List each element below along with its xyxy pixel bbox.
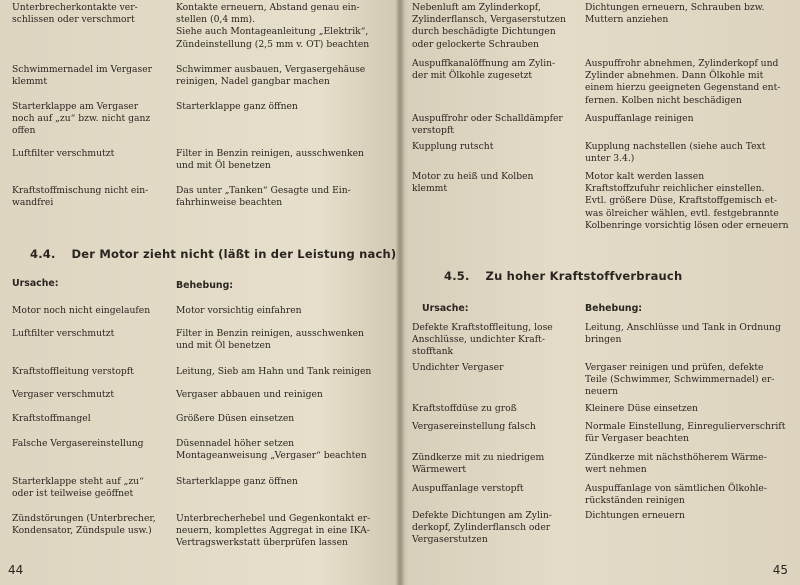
cause-text: Kraftstoffdüse zu groß	[412, 403, 517, 414]
column-header-cause: Ursache:	[422, 303, 469, 314]
section-title: Zu hoher Kraftstoffverbrauch	[485, 269, 683, 283]
remedy-text: Starterklappe ganz öffnen	[176, 476, 298, 487]
cause-text: Zündstörungen (Unterbrecher, Kondensator, Zündspule usw.)	[12, 513, 156, 537]
section-heading	[444, 269, 682, 283]
cause-text: Defekte Dichtungen am Zylin- derkopf, Zylinderflansch oder Vergaserstutzen	[412, 510, 552, 546]
remedy-text: Filter in Benzin reinigen, ausschwenken und mit Öl benetzen	[176, 148, 364, 172]
cause-text: Falsche Vergasereinstellung	[12, 438, 144, 449]
cause-text: Vergaser verschmutzt	[12, 389, 115, 400]
cause-text: Unterbrecherkontakte ver- schlissen oder verschmort	[12, 2, 138, 26]
cause-text: Motor noch nicht eingelaufen	[12, 305, 151, 316]
cause-text: Kraftstoffleitung verstopft	[12, 366, 134, 377]
cause-text: Luftfilter verschmutzt	[12, 328, 115, 339]
remedy-text: Motor vorsichtig einfahren	[176, 305, 302, 316]
remedy-text: Normale Einstellung, Einregulierverschrift für Vergaser beachten	[585, 421, 786, 445]
page-45	[402, 0, 800, 585]
cause-text: Schwimmernadel im Vergaser klemmt	[12, 64, 153, 88]
remedy-text: Das unter „Tanken“ Gesagte und Ein- fahrhinweise beachten	[176, 185, 351, 209]
cause-text: Undichter Vergaser	[412, 362, 504, 373]
cause-text: Nebenluft am Zylinderkopf, Zylinderflansch, Vergaserstutzen durch beschädigte Dichtungen oder gelockerte Schrauben	[412, 2, 566, 50]
cause-text: Defekte Kraftstoffleitung, lose Anschlüsse, undichter Kraft- stofftank	[412, 322, 553, 358]
column-header-remedy: Behebung:	[176, 280, 234, 291]
remedy-text: Dichtungen erneuern, Schrauben bzw. Muttern anziehen	[585, 2, 765, 26]
column-header-remedy: Behebung:	[585, 303, 643, 314]
remedy-text: Leitung, Anschlüsse und Tank in Ordnung bringen	[585, 322, 781, 346]
remedy-text: Motor kalt werden lassen Kraftstoffzufuhr reichlicher einstellen. Evtl. größere Düse, Kraftstoffgemisch et- was ölreicher wählen, evtl. festgebrannte Kolbenringe vorsichtig lösen oder erneuern	[585, 171, 789, 231]
remedy-text: Vergaser abbauen und reinigen	[176, 389, 323, 400]
cause-text: Kupplung rutscht	[412, 141, 494, 152]
remedy-text: Filter in Benzin reinigen, ausschwenken und mit Öl benetzen	[176, 328, 364, 352]
remedy-text: Größere Düsen einsetzen	[176, 413, 295, 424]
section-heading	[30, 247, 396, 261]
remedy-text: Kleinere Düse einsetzen	[585, 403, 698, 414]
remedy-text: Zündkerze mit nächsthöherem Wärme- wert nehmen	[585, 452, 767, 476]
cause-text: Motor zu heiß und Kolben klemmt	[412, 171, 534, 195]
remedy-text: Kontakte erneuern, Abstand genau ein- stellen (0,4 mm). Siehe auch Montageanleitung „Elektrik“, Zündeinstellung (2,5 mm v. OT) beachten	[176, 2, 370, 50]
remedy-text: Kupplung nachstellen (siehe auch Text unter 3.4.)	[585, 141, 766, 165]
remedy-text: Vergaser reinigen und prüfen, defekte Teile (Schwimmer, Schwimmernadel) er- neuern	[585, 362, 775, 398]
cause-text: Auspuffrohr oder Schalldämpfer verstopft	[412, 113, 563, 137]
remedy-text: Leitung, Sieb am Hahn und Tank reinigen	[176, 366, 372, 377]
page-44	[0, 0, 398, 585]
remedy-text: Starterklappe ganz öffnen	[176, 101, 298, 112]
cause-text: Auspuffanlage verstopft	[412, 483, 524, 494]
remedy-text: Dichtungen erneuern	[585, 510, 685, 521]
page-number: 44	[8, 563, 24, 577]
cause-text: Starterklappe steht auf „zu“ oder ist teilweise geöffnet	[12, 476, 144, 500]
cause-text: Luftfilter verschmutzt	[12, 148, 115, 159]
column-header-cause: Ursache:	[12, 278, 59, 289]
cause-text: Starterklappe am Vergaser noch auf „zu“ bzw. nicht ganz offen	[12, 101, 151, 137]
section-number: 4.5.	[444, 269, 470, 283]
remedy-text: Auspuffanlage reinigen	[585, 113, 694, 124]
remedy-text: Unterbrecherhebel und Gegenkontakt er- neuern, komplettes Aggregat in eine IKA- Vertragswerkstatt überprüfen lassen	[176, 513, 371, 549]
remedy-text: Schwimmer ausbauen, Vergasergehäuse reinigen, Nadel gangbar machen	[176, 64, 366, 88]
cause-text: Vergasereinstellung falsch	[412, 421, 536, 432]
cause-text: Kraftstoffmischung nicht ein- wandfrei	[12, 185, 149, 209]
remedy-text: Auspuffrohr abnehmen, Zylinderkopf und Zylinder abnehmen. Dann Ölkohle mit einem hierzu geeigneten Gegenstand ent- fernen. Kolben nicht beschädigen	[585, 58, 781, 106]
cause-text: Kraftstoffmangel	[12, 413, 91, 424]
cause-text: Zündkerze mit zu niedrigem Wärmewert	[412, 452, 545, 476]
remedy-text: Düsennadel höher setzen Montageanweisung „Vergaser“ beachten	[176, 438, 367, 462]
section-number: 4.4.	[30, 247, 56, 261]
section-title: Der Motor zieht nicht (läßt in der Leistung nach)	[71, 247, 397, 261]
cause-text: Auspuffkanalöffnung am Zylin- der mit Ölkohle zugesetzt	[412, 58, 556, 82]
page-number: 45	[772, 563, 788, 577]
remedy-text: Auspuffanlage von sämtlichen Ölkohle- rückständen reinigen	[585, 483, 767, 507]
